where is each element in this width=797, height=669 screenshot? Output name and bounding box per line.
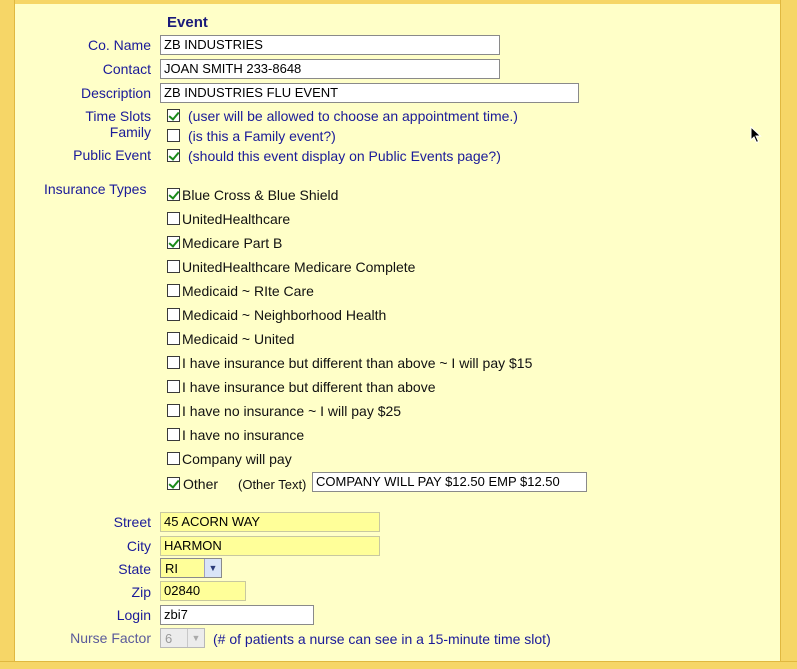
- insurance-option-label: Company will pay: [182, 451, 292, 467]
- insurance-option-label: I have no insurance: [182, 427, 305, 443]
- insurance-checkbox[interactable]: [167, 188, 180, 201]
- nurse-factor-label: Nurse Factor: [70, 630, 151, 646]
- other-text-input[interactable]: COMPANY WILL PAY $12.50 EMP $12.50: [312, 472, 587, 492]
- login-label: Login: [116, 607, 151, 623]
- insurance-option-label: UnitedHealthcare Medicare Complete: [182, 259, 416, 275]
- window-frame-top: [0, 0, 797, 4]
- public-event-label: Public Event: [73, 147, 151, 163]
- insurance-checkbox[interactable]: [167, 428, 180, 441]
- insurance-option-label: I have insurance but different than above ~ I will pay $15: [182, 355, 533, 371]
- contact-input[interactable]: JOAN SMITH 233-8648: [160, 59, 500, 79]
- time-slots-checkbox[interactable]: [167, 109, 180, 122]
- chevron-down-icon[interactable]: ▼: [187, 629, 204, 647]
- nurse-factor-select[interactable]: [160, 628, 205, 648]
- insurance-checkbox[interactable]: [167, 212, 180, 225]
- public-event-text: (should this event display on Public Events page?): [188, 148, 501, 164]
- other-text-label: (Other Text): [238, 477, 307, 492]
- company-name-label: Co. Name: [87, 37, 151, 53]
- insurance-types-label: Insurance Types: [44, 181, 147, 197]
- section-title: Event: [167, 14, 208, 31]
- insurance-option-label: Medicaid ~ Neighborhood Health: [182, 307, 387, 323]
- state-select-value: RI: [165, 561, 178, 576]
- chevron-down-icon[interactable]: ▼: [204, 559, 221, 577]
- description-label: Description: [80, 85, 151, 101]
- time-slots-label: Time Slots: [85, 108, 151, 124]
- city-input[interactable]: HARMON: [160, 536, 380, 556]
- company-name-input[interactable]: ZB INDUSTRIES: [160, 35, 500, 55]
- city-label: City: [126, 538, 151, 554]
- insurance-checkbox[interactable]: [167, 356, 180, 369]
- insurance-checkbox[interactable]: [167, 452, 180, 465]
- insurance-checkbox[interactable]: [167, 332, 180, 345]
- insurance-option-label: Medicare Part B: [182, 235, 283, 251]
- insurance-option-label: Medicaid ~ United: [182, 331, 295, 347]
- insurance-checkbox[interactable]: [167, 236, 180, 249]
- street-label: Street: [113, 514, 151, 530]
- family-text: (is this a Family event?): [188, 128, 336, 144]
- time-slots-text: (user will be allowed to choose an appointment time.): [188, 108, 518, 124]
- insurance-option-label: UnitedHealthcare: [182, 211, 291, 227]
- insurance-checkbox[interactable]: [167, 284, 180, 297]
- state-select[interactable]: [160, 558, 222, 578]
- insurance-option-label: Blue Cross & Blue Shield: [182, 187, 339, 203]
- insurance-checkbox[interactable]: [167, 380, 180, 393]
- nurse-factor-hint: (# of patients a nurse can see in a 15-minute time slot): [213, 631, 551, 647]
- family-checkbox[interactable]: [167, 129, 180, 142]
- window-frame-right: [780, 0, 797, 668]
- insurance-option-label: I have no insurance ~ I will pay $25: [182, 403, 402, 419]
- street-input[interactable]: 45 ACORN WAY: [160, 512, 380, 532]
- insurance-checkbox-other[interactable]: [167, 477, 180, 490]
- insurance-option-label: I have insurance but different than above: [182, 379, 436, 395]
- insurance-option-label: Medicaid ~ RIte Care: [182, 283, 314, 299]
- insurance-checkbox[interactable]: [167, 404, 180, 417]
- zip-label: Zip: [131, 584, 151, 600]
- mouse-pointer-icon: [750, 126, 762, 144]
- contact-label: Contact: [102, 61, 151, 77]
- insurance-option-label-other: Other: [183, 476, 219, 492]
- insurance-checkbox[interactable]: [167, 308, 180, 321]
- family-label: Family: [109, 124, 151, 140]
- state-label: State: [118, 561, 151, 577]
- login-input[interactable]: zbi7: [160, 605, 314, 625]
- zip-input[interactable]: 02840: [160, 581, 246, 601]
- public-event-checkbox[interactable]: [167, 149, 180, 162]
- insurance-checkbox[interactable]: [167, 260, 180, 273]
- nurse-factor-value: 6: [165, 631, 173, 646]
- description-input[interactable]: ZB INDUSTRIES FLU EVENT: [160, 83, 579, 103]
